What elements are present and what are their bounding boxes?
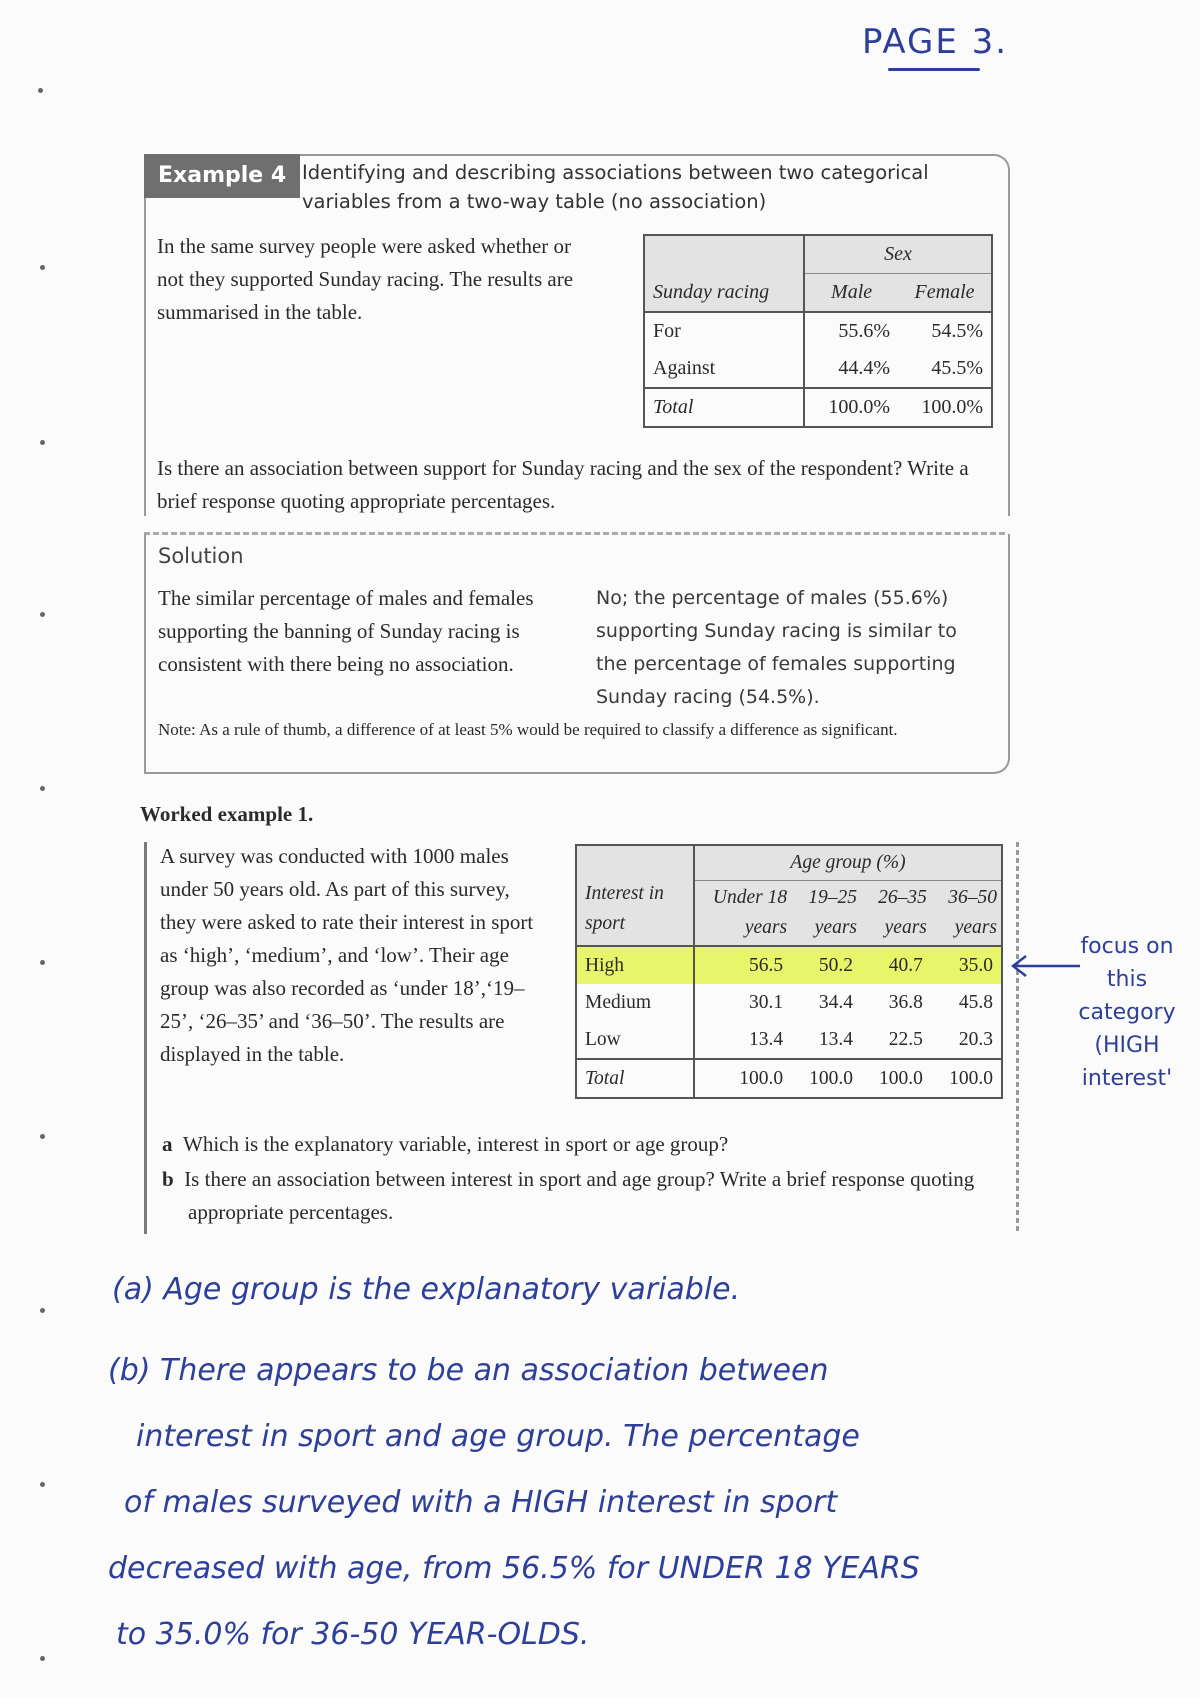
solution-note: Note: As a rule of thumb, a difference of at least 5% would be required to classify a difference as significant.	[158, 720, 898, 739]
margin-dot	[40, 265, 45, 270]
row-header: Interest in sport	[576, 845, 694, 946]
interest-age-table	[575, 844, 1003, 1099]
example-intro: In the same survey people were asked whether or not they supported Sunday racing. The results are summarised in the table.	[157, 234, 574, 324]
margin-dot	[38, 88, 43, 93]
worked-example-intro: A survey was conducted with 1000 males under 50 years old. As part of this survey, they were asked to rate their interest in sport as ‘high’, ‘medium’, and ‘low’. Their age group was also recorded as ‘under 18’,‘19–25’, ‘26–35’ and ‘36–50’. The results are displayed in the table.	[160, 844, 534, 1066]
column-header: 19–25 years	[808, 887, 858, 938]
table-row: Total 100.0 100.0 100.0 100.0	[576, 1059, 1002, 1098]
table-row: Low 13.4 13.4 22.5 20.3	[576, 1021, 1002, 1059]
worked-example-heading: Worked example 1.	[140, 802, 314, 826]
handwritten-answer-b: (b) There appears to be an association between interest in sport and age group. The percentage of males surveyed with a HIGH interest in sport decreased with age, from 56.5% for UNDER 18 YEARS to 35.0% for 36-50 YEAR-OLDS.	[108, 1353, 920, 1652]
margin-dot	[40, 440, 45, 445]
page-note: PAGE 3.	[862, 22, 1009, 62]
group-header: Age group (%)	[694, 845, 1002, 881]
margin-dot	[40, 1482, 45, 1487]
example-question: Is there an association between support for Sunday racing and the sex of the respondent? Write a brief response quoting appropriate percentages.	[157, 456, 969, 513]
table-row: Total 100.0% 100.0%	[644, 388, 992, 427]
column-header: 26–35 years	[878, 887, 927, 938]
table-row: Medium 30.1 34.4 36.8 45.8	[576, 984, 1002, 1021]
solution-right: No; the percentage of males (55.6%) supporting Sunday racing is similar to the percentage of females supporting Sunday racing (54.5%).	[596, 587, 957, 708]
handwritten-answer-a: (a) Age group is the explanatory variable.	[112, 1272, 741, 1307]
margin-dot	[40, 612, 45, 617]
page-note-underline	[888, 68, 980, 71]
question-a: a Which is the explanatory variable, interest in sport or age group?	[162, 1132, 729, 1156]
worked-example-border	[1016, 842, 1019, 1234]
margin-note: focus on this category (HIGH interest'	[1078, 934, 1176, 1091]
example-label: Example 4	[144, 154, 300, 198]
column-header: 36–50 years	[948, 887, 997, 938]
table-row: Against 44.4% 45.5%	[644, 350, 992, 388]
margin-dot	[40, 1656, 45, 1661]
row-header: Sunday racing	[644, 274, 804, 313]
group-header: Sex	[804, 235, 992, 274]
column-header: Male	[831, 281, 873, 303]
margin-dot	[40, 1134, 45, 1139]
column-header: Under 18 years	[712, 887, 788, 938]
margin-dot	[40, 1308, 45, 1313]
table-row: For 55.6% 54.5%	[644, 312, 992, 350]
solution-heading: Solution	[158, 544, 244, 568]
margin-dot	[40, 786, 45, 791]
question-b: b Is there an association between interest in sport and age group? Write a brief response quoting appropriate percentages.	[162, 1167, 975, 1224]
table-row-highlighted: High 56.5 50.2 40.7 35.0	[576, 946, 1002, 984]
solution-left: The similar percentage of males and females supporting the banning of Sunday racing is consistent with there being no association.	[158, 586, 534, 676]
column-header: Female	[914, 281, 975, 303]
margin-dot	[40, 960, 45, 965]
example-title: Identifying and describing associations between two categorical variables from a two-way table (no association)	[302, 161, 929, 213]
sunday-racing-table	[643, 234, 993, 428]
worked-example-border	[144, 842, 147, 1234]
